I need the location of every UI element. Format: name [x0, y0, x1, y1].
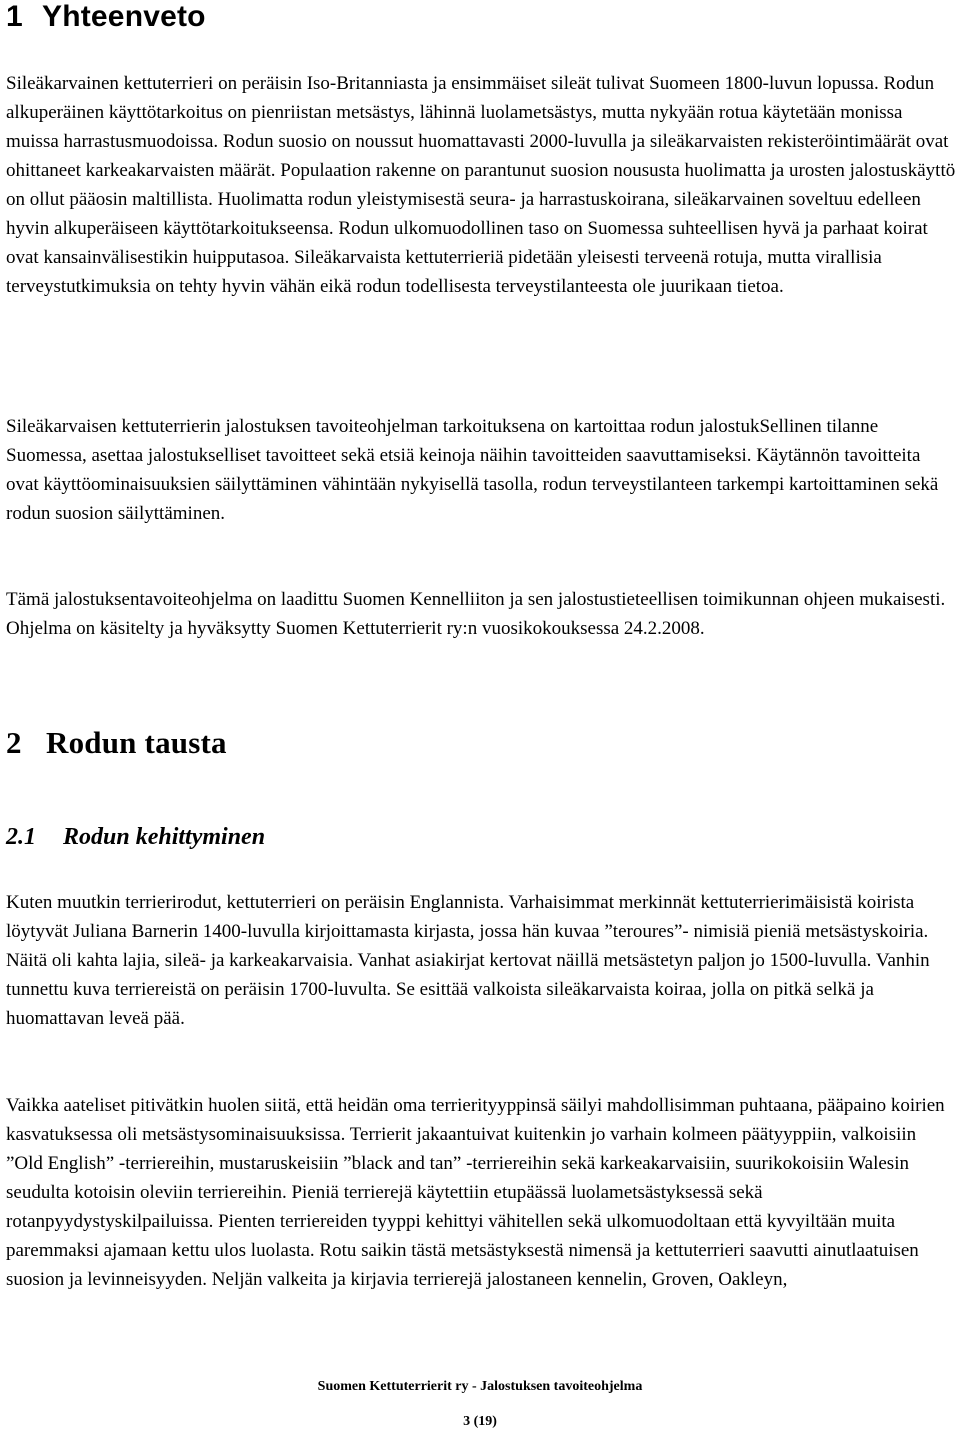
footer-document-title: Suomen Kettuterrierit ry - Jalostuksen tavoiteohjelma: [317, 1379, 643, 1394]
history-paragraph-2: Vaikka aateliset pitivätkin huolen siitä, että heidän oma terrierityyppinsä säilyi mahdollisimman puhtaana, pääpaino koirien kasvatuksessa oli metsästysominaisuuksissa. Terrierit jakaantuivat kuitenkin jo varhain kolmeen päätyyppiin, valkoisiin ”Old English” -terriereihin, mustaruskeisiin ”black and tan” -terriereihin sekä karkeakarvaisiin, suurikokoisiin Walesin seudulta kotoisin oleviin terriereihin. Pieniä terrierejä käytettiin etupäässä luolametsästyksessä sekä rotanpyydystyskilpailuissa. Pienten terriereiden tyyppi kehittyi vähitellen sekä ulkomuodoltaan että kyvyiltään muita paremmaksi ajamaan kettu ulos luolasta. Rotu saikin tästä metsästyksestä nimensä ja kettuterrieri saavutti ainutlaatuisen suosion ja levinneisyyden. Neljän valkeita ja kirjavia terrierejä jalostaneen kennelin, Groven, Oakleyn,: [6, 1095, 945, 1290]
footer-page-number: 3 (19): [463, 1414, 497, 1429]
section-1-number: 1: [6, 0, 23, 33]
section-2-number: 2: [6, 725, 22, 760]
history-paragraph-1: Kuten muutkin terrierirodut, kettuterrieri on peräisin Englannista. Varhaisimmat merkinnät kettuterrierimäisistä koirista löytyvät Juliana Barnerin 1400-luvulla kirjoittamasta kirjasta, jossa hän kuvaa ”teroures”- nimisiä pieniä metsästyskoiria. Näitä oli kahta lajia, sileä- ja karkeakarvaisia. Vanhat asiakirjat kertovat näillä metsästetyn paljon jo 1500-luvulla. Vanhin tunnettu kuva terriereistä on peräisin 1700-luvulta. Se esittää valkoista sileäkarvaista koiraa, jolla on pitkä selkä ja huomattavan leveä pää.: [6, 892, 930, 1029]
summary-paragraph-1: Sileäkarvainen kettuterrieri on peräisin Iso-Britanniasta ja ensimmäiset sileät tulivat Suomeen 1800-luvun lopussa. Rodun alkuperäinen käyttötarkoitus on pienriistan metsästys, lähinnä luolametsästys, mutta nykyään rotua käytetään monissa muissa harrastusmuodoissa. Rodun suosio on noussut huomattavasti 2000-luvulla ja sileäkarvaisten rekisteröintimäärät ovat ohittaneet karkeakarvaisten määrät. Populaation rakenne on parantunut suosion noususta huolimatta ja urosten jalostuskäyttö on ollut pääosin maltillista. Huolimatta rodun yleistymisestä seura- ja harrastuskoirana, sileäkarvainen soveltuu edelleen hyvin alkuperäiseen käyttötarkoitukseensa. Rodun ulkomuodollinen taso on Suomessa suhteellisen hyvä ja parhaat koirat ovat kansainvälisestikin huipputasoa. Sileäkarvaista kettuterrieriä pidetään yleisesti terveenä rotuja, mutta virallisia terveystutkimuksia on tehty hyvin vähän eikä rodun todellisesta terveystilanteesta ole juurikaan tietoa.: [6, 73, 956, 297]
subsection-2-1-title: Rodun kehittyminen: [63, 824, 266, 850]
section-1-heading: [6, 0, 206, 34]
subsection-2-1-heading: [6, 822, 265, 852]
subsection-2-1-number: 2.1: [6, 824, 36, 850]
section-2-heading: [6, 726, 227, 760]
section-2-title: Rodun tausta: [46, 725, 227, 760]
summary-paragraph-2: Sileäkarvaisen kettuterrierin jalostuksen tavoiteohjelman tarkoituksena on kartoittaa rodun jalostukSellinen tilanne Suomessa, asettaa jalostukselliset tavoitteet sekä etsiä keinoja näihin tavoitteiden saavuttamiseksi. Käytännön tavoitteita ovat käyttöominaisuuksien säilyttäminen vähintään nykyisellä tasolla, rodun terveystilanteen tarkempi kartoittaminen sekä rodun suosion säilyttäminen.: [6, 416, 939, 524]
section-1-title: Yhteenveto: [42, 0, 206, 33]
summary-paragraph-3: Tämä jalostuksentavoiteohjelma on laadittu Suomen Kennelliiton ja sen jalostustieteellisen toimikunnan ohjeen mukaisesti. Ohjelma on käsitelty ja hyväksytty Suomen Kettuterrierit ry:n vuosikokouksessa 24.2.2008.: [6, 589, 946, 639]
